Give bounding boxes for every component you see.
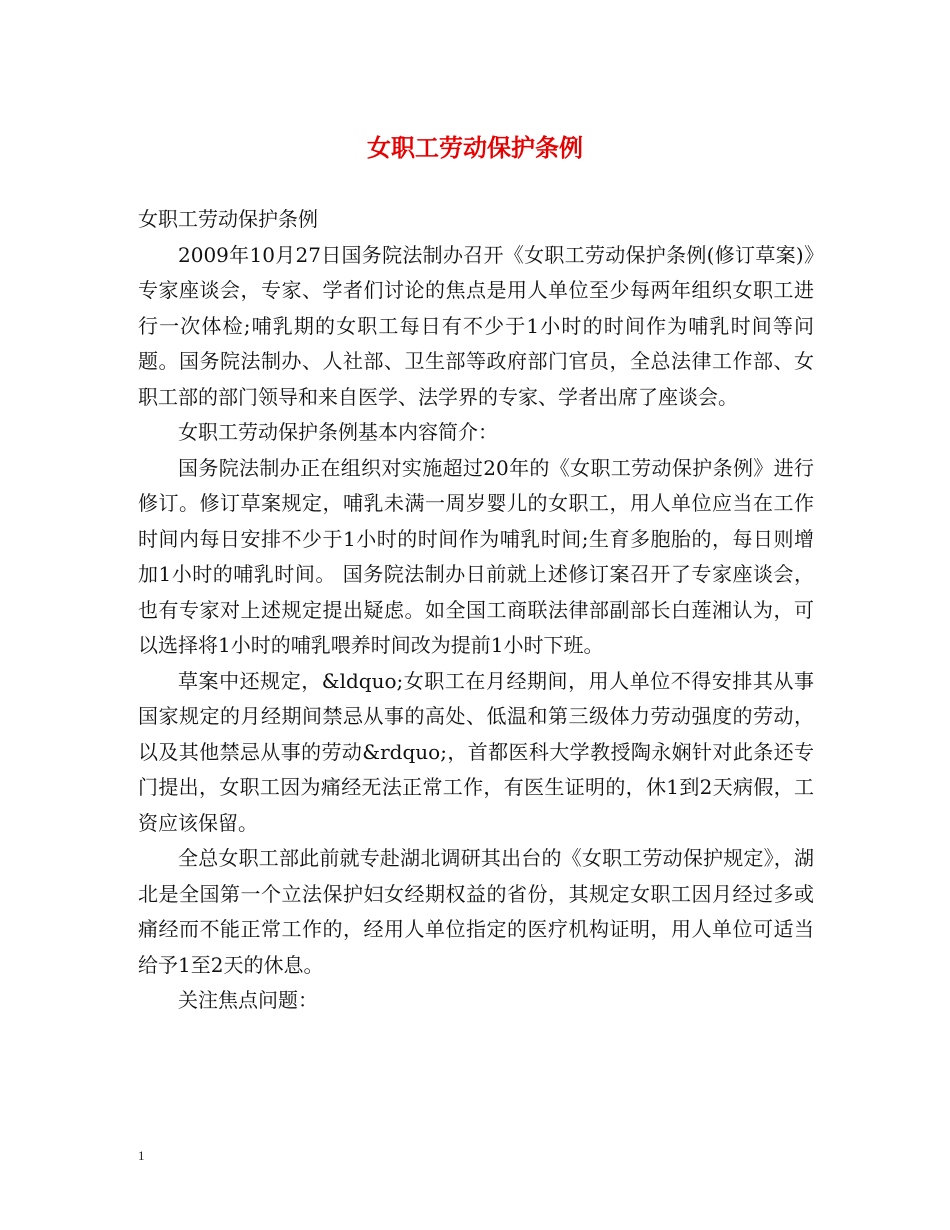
- paragraph: 草案中还规定，&ldquo;女职工在月经期间，用人单位不得安排其从事国家规定的月经期间禁忌从事的高处、低温和第三级体力劳动强度的劳动，以及其他禁忌从事的劳动&rdquo;，首都医科大学教授陶永娴针对此条还专门提出，女职工因为痛经无法正常工作，有医生证明的，休1到2天病假，工资应该保留。: [138, 668, 814, 835]
- paragraph: 国务院法制办正在组织对实施超过20年的《女职工劳动保护条例》进行修订。修订草案规定，哺乳未满一周岁婴儿的女职工，用人单位应当在工作时间内每日安排不少于1小时的时间作为哺乳时间;生育多胞胎的，每日则增加1小时的哺乳时间。 国务院法制办日前就上述修订案召开了专家座谈会，也有专家对上述规定提出疑虑。如全国工商联法律部副部长白莲湘认为，可以选择将1小时的哺乳喂养时间改为提前1小时下班。: [138, 455, 814, 657]
- paragraph-heading: 女职工劳动保护条例: [138, 207, 318, 231]
- paragraph: 2009年10月27日国务院法制办召开《女职工劳动保护条例(修订草案)》专家座谈会，专家、学者们讨论的焦点是用人单位至少每两年组织女职工进行一次体检;哺乳期的女职工每日有不少于1小时的时间作为哺乳时间等问题。国务院法制办、人社部、卫生部等政府部门官员，全总法律工作部、女职工部的部门领导和来自医学、法学界的专家、学者出席了座谈会。: [138, 242, 814, 409]
- page-number: 1: [138, 1148, 145, 1163]
- paragraph: 关注焦点问题：: [178, 988, 318, 1012]
- paragraph: 女职工劳动保护条例基本内容简介：: [178, 420, 498, 444]
- document-title: 女职工劳动保护条例: [367, 133, 583, 162]
- document-body: [138, 202, 814, 1019]
- paragraph: 全总女职工部此前就专赴湖北调研其出台的《女职工劳动保护规定》，湖北是全国第一个立法保护妇女经期权益的省份，其规定女职工因月经过多或痛经而不能正常工作的，经用人单位指定的医疗机构证明，用人单位可适当给予1至2天的休息。: [138, 846, 814, 977]
